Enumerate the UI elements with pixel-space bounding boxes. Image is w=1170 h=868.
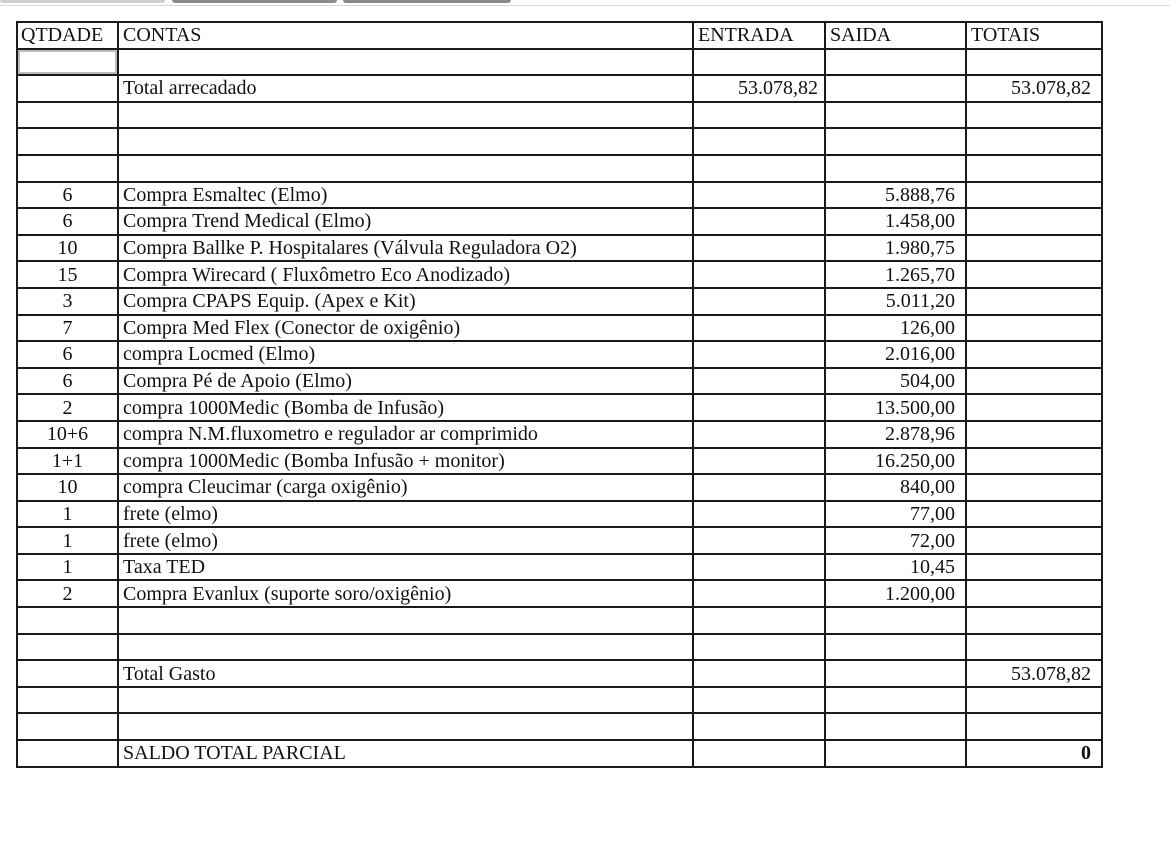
cell-saida[interactable]: 5.011,20 (825, 288, 966, 315)
cell-saida[interactable]: 1.200,00 (825, 580, 966, 607)
cell-total[interactable]: 53.078,82 (966, 75, 1102, 102)
cell-qtdade[interactable] (17, 660, 118, 687)
cell-saida[interactable] (825, 49, 966, 76)
cell-conta[interactable]: Compra Evanlux (suporte soro/oxigênio) (118, 580, 693, 607)
cell-total[interactable] (966, 49, 1102, 76)
cell-total[interactable] (966, 713, 1102, 740)
table-row (17, 448, 1102, 475)
table-row (17, 580, 1102, 607)
cell-conta[interactable] (118, 634, 693, 661)
cell-qtdade[interactable] (17, 740, 118, 767)
table-row (17, 527, 1102, 554)
table-row (17, 341, 1102, 368)
cell-entrada[interactable] (693, 368, 825, 395)
table-row (17, 687, 1102, 714)
table-row (17, 315, 1102, 342)
cell-conta[interactable]: Compra Pé de Apoio (Elmo) (118, 368, 693, 395)
table-header-row (17, 22, 1102, 49)
cell-saida[interactable]: 2.878,96 (825, 421, 966, 448)
cell-qtdade[interactable]: 2 (17, 394, 118, 421)
cell-saida[interactable]: 504,00 (825, 368, 966, 395)
cell-conta[interactable]: Compra Wirecard ( Fluxômetro Eco Anodizado) (118, 261, 693, 288)
cell-total[interactable] (966, 634, 1102, 661)
cell-qtdade[interactable]: 10+6 (17, 421, 118, 448)
table-row (17, 49, 1102, 76)
cell-entrada[interactable] (693, 341, 825, 368)
table-row (17, 235, 1102, 262)
cell-saida[interactable]: 5.888,76 (825, 182, 966, 209)
cell-entrada[interactable] (693, 182, 825, 209)
cell-total[interactable] (966, 261, 1102, 288)
cell-saida[interactable]: 1.265,70 (825, 261, 966, 288)
table-row (17, 368, 1102, 395)
cell-qtdade[interactable] (17, 75, 118, 102)
cell-entrada[interactable] (693, 128, 825, 155)
cell-qtdade[interactable]: 3 (17, 288, 118, 315)
cell-qtdade[interactable] (17, 687, 118, 714)
cell-conta[interactable]: Taxa TED (118, 554, 693, 581)
cell-qtdade[interactable]: 10 (17, 474, 118, 501)
cell-entrada[interactable] (693, 102, 825, 129)
table-row (17, 660, 1102, 687)
cell-saida[interactable] (825, 128, 966, 155)
cell-total[interactable] (966, 448, 1102, 475)
cell-entrada[interactable] (693, 261, 825, 288)
table-row (17, 501, 1102, 528)
cell-total[interactable] (966, 128, 1102, 155)
header-qtdade[interactable]: QTDADE (17, 22, 118, 49)
cell-qtdade[interactable] (17, 49, 118, 76)
toolbar-tab[interactable] (343, 0, 511, 3)
cell-entrada[interactable] (693, 208, 825, 235)
cell-total[interactable] (966, 580, 1102, 607)
cell-total[interactable] (966, 421, 1102, 448)
cell-saida[interactable]: 1.980,75 (825, 235, 966, 262)
cell-total[interactable] (966, 235, 1102, 262)
cell-saida[interactable]: 840,00 (825, 474, 966, 501)
cell-conta[interactable]: compra N.M.fluxometro e regulador ar comprimido (118, 421, 693, 448)
cell-total[interactable] (966, 554, 1102, 581)
cell-qtdade[interactable] (17, 713, 118, 740)
cell-saida[interactable] (825, 687, 966, 714)
cell-total[interactable] (966, 102, 1102, 129)
table-row (17, 740, 1102, 767)
cell-saida[interactable]: 13.500,00 (825, 394, 966, 421)
cell-conta[interactable]: Compra CPAPS Equip. (Apex e Kit) (118, 288, 693, 315)
cell-entrada[interactable] (693, 634, 825, 661)
table-row (17, 182, 1102, 209)
cell-conta[interactable]: frete (elmo) (118, 501, 693, 528)
cell-qtdade[interactable] (17, 607, 118, 634)
header-entrada[interactable]: ENTRADA (693, 22, 825, 49)
cell-entrada[interactable] (693, 421, 825, 448)
toolbar-tab[interactable] (172, 0, 337, 3)
cell-qtdade[interactable]: 15 (17, 261, 118, 288)
cell-entrada[interactable] (693, 394, 825, 421)
cell-saida[interactable]: 72,00 (825, 527, 966, 554)
cell-total[interactable] (966, 368, 1102, 395)
table-row (17, 421, 1102, 448)
cell-conta[interactable]: Total arrecadado (118, 75, 693, 102)
cell-qtdade[interactable]: 6 (17, 208, 118, 235)
cell-total[interactable] (966, 208, 1102, 235)
cell-saida[interactable] (825, 75, 966, 102)
table-row (17, 261, 1102, 288)
cell-qtdade[interactable] (17, 634, 118, 661)
table-row (17, 394, 1102, 421)
header-totais[interactable]: TOTAIS (966, 22, 1102, 49)
cell-conta[interactable]: frete (elmo) (118, 527, 693, 554)
cell-entrada[interactable] (693, 660, 825, 687)
cell-conta[interactable]: compra Locmed (Elmo) (118, 341, 693, 368)
cell-conta[interactable]: Compra Esmaltec (Elmo) (118, 182, 693, 209)
cell-conta[interactable] (118, 128, 693, 155)
cell-saida[interactable]: 126,00 (825, 315, 966, 342)
cell-entrada[interactable] (693, 501, 825, 528)
table-row (17, 208, 1102, 235)
cell-conta[interactable]: Total Gasto (118, 660, 693, 687)
cell-qtdade[interactable]: 6 (17, 341, 118, 368)
table-row (17, 607, 1102, 634)
cell-entrada[interactable] (693, 687, 825, 714)
cell-conta[interactable]: SALDO TOTAL PARCIAL (118, 740, 693, 767)
cell-entrada[interactable] (693, 580, 825, 607)
cell-total[interactable] (966, 687, 1102, 714)
cell-conta[interactable] (118, 687, 693, 714)
cell-saida[interactable] (825, 740, 966, 767)
cell-saida[interactable] (825, 155, 966, 182)
cell-qtdade[interactable] (17, 155, 118, 182)
cell-conta[interactable] (118, 155, 693, 182)
cell-qtdade[interactable] (17, 102, 118, 129)
ledger-table (16, 21, 1103, 768)
cell-saida[interactable]: 10,45 (825, 554, 966, 581)
cell-entrada[interactable] (693, 713, 825, 740)
cell-conta[interactable] (118, 102, 693, 129)
cell-qtdade[interactable]: 2 (17, 580, 118, 607)
cell-total[interactable] (966, 315, 1102, 342)
cell-qtdade[interactable]: 1 (17, 527, 118, 554)
cell-entrada[interactable] (693, 155, 825, 182)
table-row (17, 288, 1102, 315)
cell-entrada[interactable] (693, 554, 825, 581)
cell-conta[interactable]: compra 1000Medic (Bomba Infusão + monitor) (118, 448, 693, 475)
cell-qtdade[interactable]: 1+1 (17, 448, 118, 475)
cell-saida[interactable] (825, 102, 966, 129)
cell-total[interactable] (966, 474, 1102, 501)
cell-conta[interactable]: compra Cleucimar (carga oxigênio) (118, 474, 693, 501)
cell-entrada[interactable] (693, 315, 825, 342)
cell-total[interactable] (966, 607, 1102, 634)
table-row (17, 554, 1102, 581)
cell-qtdade[interactable]: 10 (17, 235, 118, 262)
cell-entrada[interactable] (693, 527, 825, 554)
cell-entrada[interactable] (693, 288, 825, 315)
cell-conta[interactable]: compra 1000Medic (Bomba de Infusão) (118, 394, 693, 421)
cell-entrada[interactable] (693, 235, 825, 262)
table-row (17, 634, 1102, 661)
cell-saida[interactable] (825, 607, 966, 634)
cell-qtdade[interactable]: 6 (17, 182, 118, 209)
cell-saida[interactable] (825, 660, 966, 687)
cell-saida[interactable] (825, 634, 966, 661)
cell-total[interactable] (966, 288, 1102, 315)
window-top-bar (0, 0, 1170, 6)
cell-total[interactable] (966, 341, 1102, 368)
table-row (17, 713, 1102, 740)
header-saida[interactable]: SAIDA (825, 22, 966, 49)
toolbar-tab[interactable] (0, 0, 165, 3)
cell-entrada[interactable] (693, 49, 825, 76)
cell-saida[interactable] (825, 713, 966, 740)
cell-entrada[interactable] (693, 740, 825, 767)
cell-total[interactable] (966, 501, 1102, 528)
cell-saida[interactable]: 2.016,00 (825, 341, 966, 368)
cell-conta[interactable] (118, 607, 693, 634)
table-row (17, 474, 1102, 501)
cell-saida[interactable]: 77,00 (825, 501, 966, 528)
table-row (17, 155, 1102, 182)
table-row (17, 75, 1102, 102)
table-row (17, 102, 1102, 129)
cell-qtdade[interactable]: 1 (17, 554, 118, 581)
cell-qtdade[interactable]: 6 (17, 368, 118, 395)
cell-entrada[interactable] (693, 448, 825, 475)
cell-conta[interactable]: Compra Med Flex (Conector de oxigênio) (118, 315, 693, 342)
cell-total[interactable] (966, 394, 1102, 421)
cell-total[interactable] (966, 527, 1102, 554)
cell-conta[interactable]: Compra Ballke P. Hospitalares (Válvula Reguladora O2) (118, 235, 693, 262)
cell-qtdade[interactable] (17, 128, 118, 155)
cell-entrada[interactable] (693, 474, 825, 501)
cell-total[interactable]: 53.078,82 (966, 660, 1102, 687)
cell-saida[interactable]: 1.458,00 (825, 208, 966, 235)
cell-total[interactable] (966, 155, 1102, 182)
cell-conta[interactable] (118, 49, 693, 76)
cell-total[interactable] (966, 182, 1102, 209)
cell-qtdade[interactable]: 1 (17, 501, 118, 528)
header-contas[interactable]: CONTAS (118, 22, 693, 49)
cell-saida[interactable]: 16.250,00 (825, 448, 966, 475)
cell-conta[interactable] (118, 713, 693, 740)
cell-total[interactable]: 0 (966, 740, 1102, 767)
cell-conta[interactable]: Compra Trend Medical (Elmo) (118, 208, 693, 235)
cell-entrada[interactable]: 53.078,82 (693, 75, 825, 102)
cell-qtdade[interactable]: 7 (17, 315, 118, 342)
table-row (17, 128, 1102, 155)
cell-entrada[interactable] (693, 607, 825, 634)
